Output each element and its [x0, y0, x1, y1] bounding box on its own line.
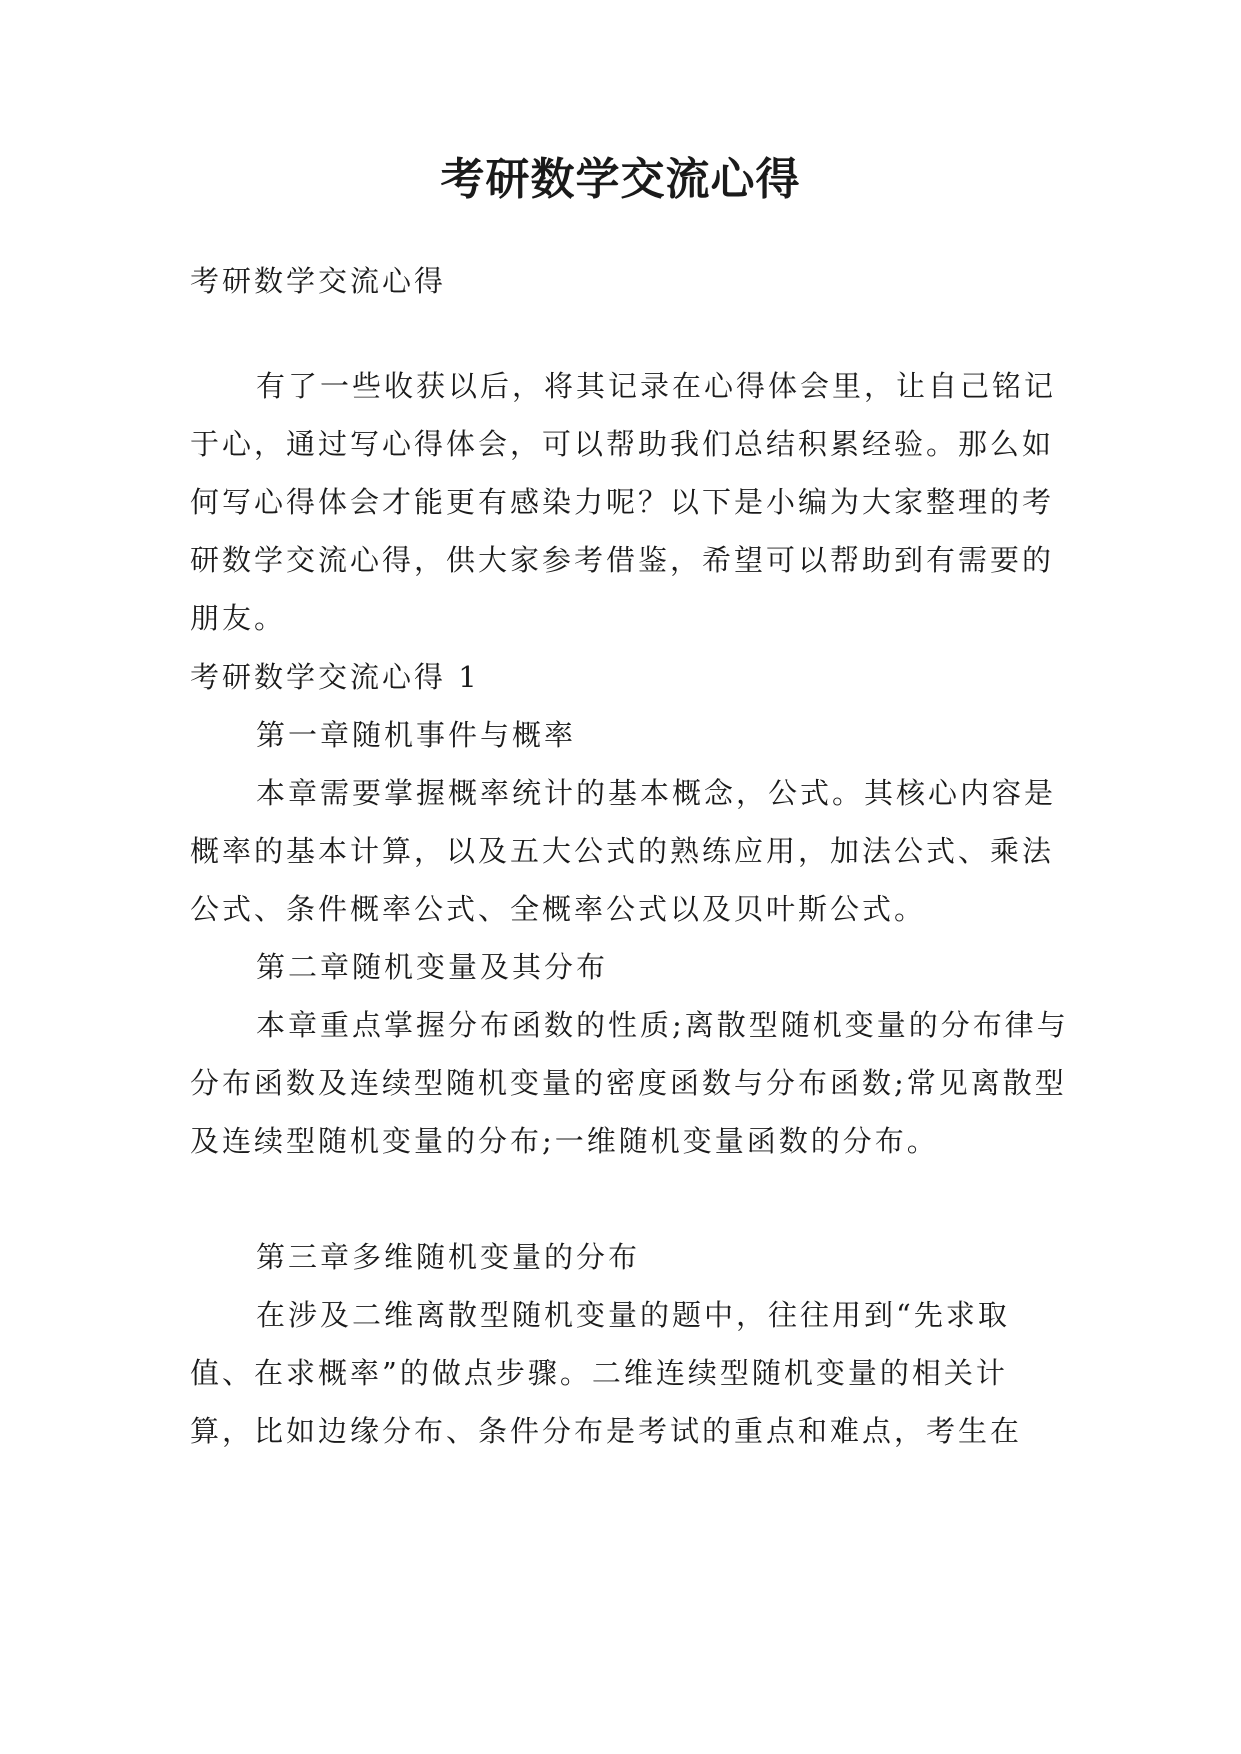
chapter-2-body: 本章重点掌握分布函数的性质;离散型随机变量的分布律与分布函数及连续型随机变量的密度函数与分布函数;常见离散型及连续型随机变量的分布;一维随机变量函数的分布。 [190, 1008, 1069, 1158]
intro-paragraph: 有了一些收获以后，将其记录在心得体会里，让自己铭记于心，通过写心得体会，可以帮助我们总结积累经验。那么如何写心得体会才能更有感染力呢？以下是小编为大家整理的考研数学交流心得，供大家参考借鉴，希望可以帮助到有需要的朋友。 [190, 369, 1057, 635]
chapter-3-heading: 第三章多维随机变量的分布 [256, 1240, 641, 1274]
chapter-3-body: 在涉及二维离散型随机变量的题中，往往用到“先求取值、在求概率”的做点步骤。二维连续型随机变量的相关计算，比如边缘分布、条件分布是考试的重点和难点，考生在 [190, 1298, 1023, 1448]
chapter-1-body: 本章需要掌握概率统计的基本概念，公式。其核心内容是概率的基本计算，以及五大公式的熟练应用，加法公式、乘法公式、条件概率公式、全概率公式以及贝叶斯公式。 [190, 776, 1057, 926]
document-title: 考研数学交流心得 [440, 154, 801, 205]
section-title: 考研数学交流心得 1 [190, 660, 480, 694]
chapter-2-heading: 第二章随机变量及其分布 [256, 950, 609, 984]
document-subtitle: 考研数学交流心得 [190, 264, 447, 298]
chapter-1-heading: 第一章随机事件与概率 [256, 718, 577, 752]
